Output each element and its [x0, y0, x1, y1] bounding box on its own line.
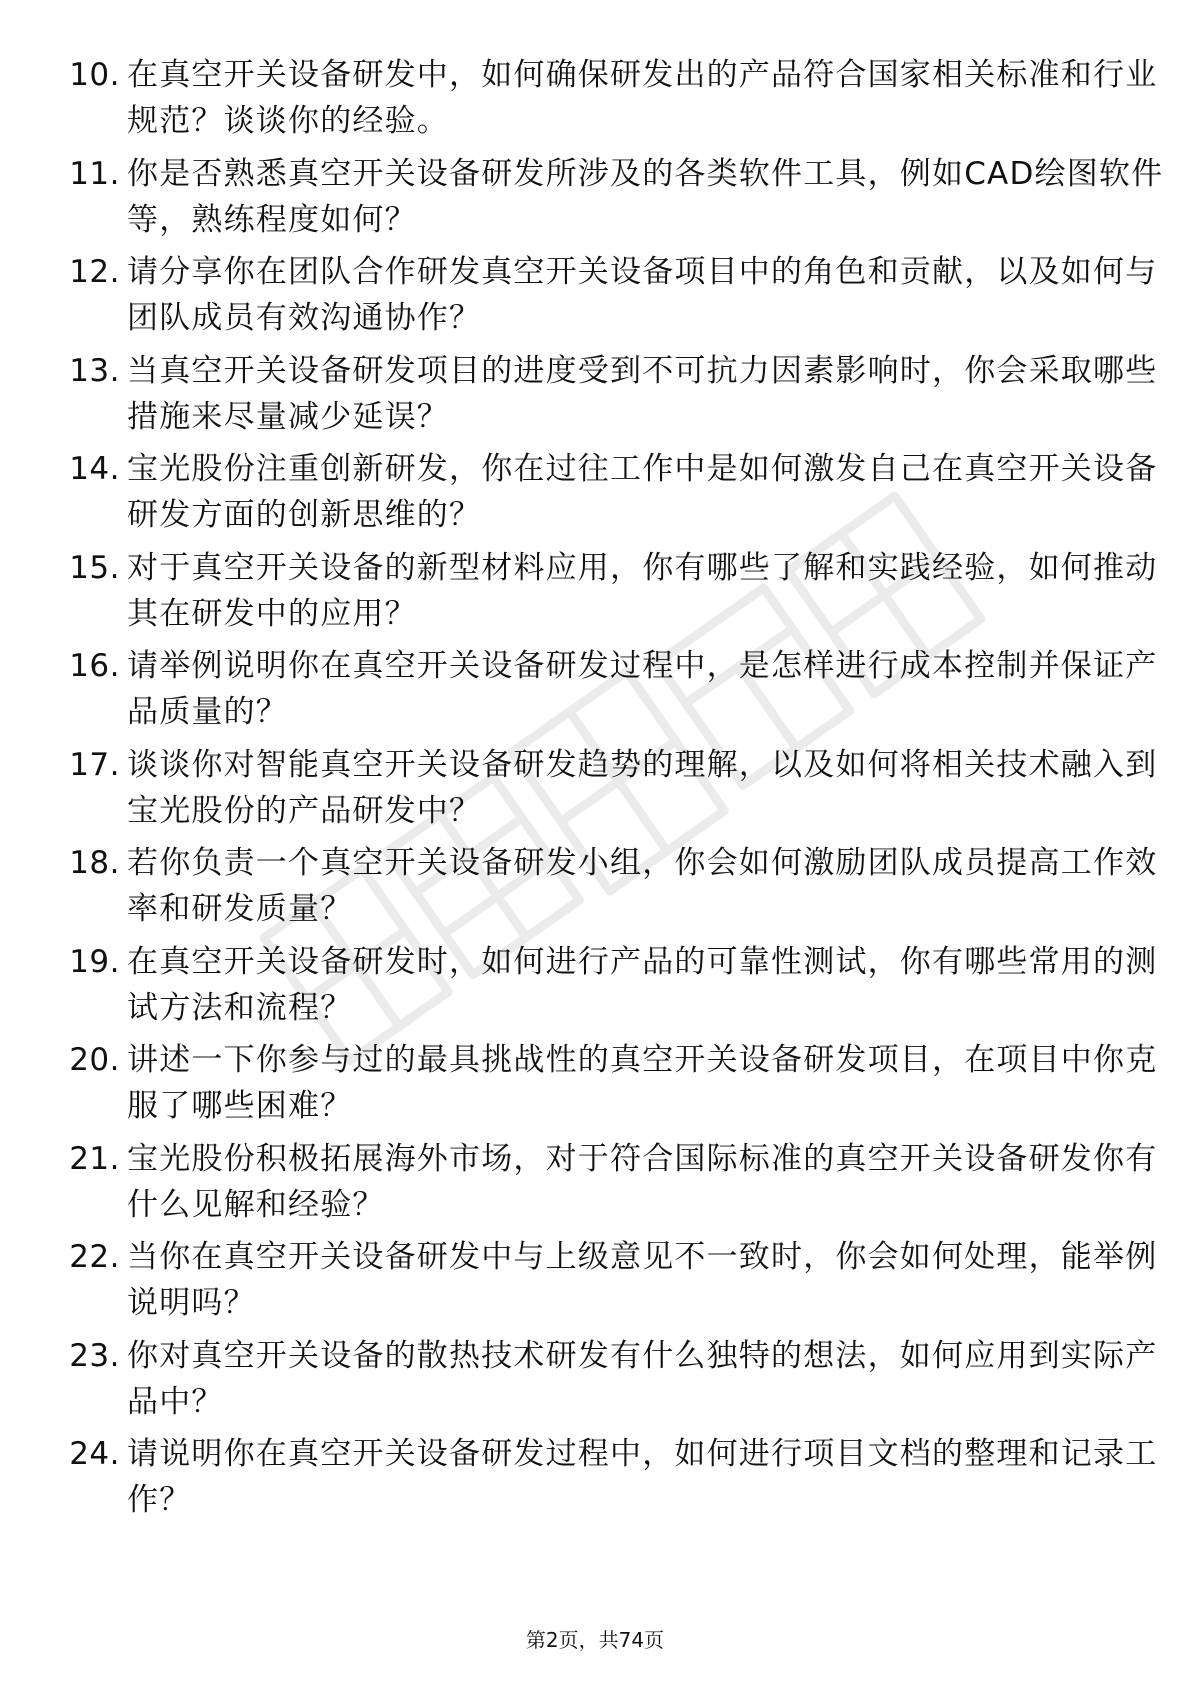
question-text: 宝光股份注重创新研发，你在过往工作中是如何激发自己在真空开关设备研发方面的创新思维的？: [127, 451, 1158, 533]
question-text: 若你负责一个真空开关设备研发小组，你会如何激励团队成员提高工作效率和研发质量？: [127, 845, 1158, 927]
question-number: 15.: [69, 549, 120, 586]
question-number: 16.: [69, 648, 120, 684]
question-number: 14.: [69, 451, 120, 487]
question-text: 你是否熟悉真空开关设备研发所涉及的各类软件工具，例如CAD绘图软件等，熟练程度如何？: [127, 155, 1164, 238]
question-number: 22.: [69, 1239, 120, 1275]
question-item: [56, 742, 1158, 841]
question-text: 在真空开关设备研发中，如何确保研发出的产品符合国家相关标准和行业规范？谈谈你的经验。: [127, 57, 1158, 139]
question-item: [56, 348, 1158, 447]
question-item: [56, 1136, 1158, 1235]
question-item: [56, 643, 1158, 742]
question-list: [56, 52, 1164, 1530]
page-footer: [0, 1626, 1190, 1654]
question-number: 13.: [69, 352, 120, 389]
question-text: 对于真空开关设备的新型材料应用，你有哪些了解和实践经验，如何推动其在研发中的应用？: [127, 549, 1158, 632]
question-number: 24.: [69, 1436, 120, 1472]
question-text: 你对真空开关设备的散热技术研发有什么独特的想法，如何应用到实际产品中？: [127, 1337, 1158, 1420]
question-item: [56, 1037, 1158, 1136]
question-number: 11.: [69, 155, 120, 192]
question-item: [56, 52, 1158, 151]
question-text: 宝光股份积极拓展海外市场，对于符合国际标准的真空开关设备研发你有什么见解和经验？: [127, 1140, 1158, 1223]
question-item: [56, 545, 1158, 644]
question-text: 谈谈你对智能真空开关设备研发趋势的理解，以及如何将相关技术融入到宝光股份的产品研发中？: [127, 746, 1158, 829]
question-item: [56, 151, 1164, 250]
question-number: 19.: [69, 943, 120, 980]
question-number: 18.: [69, 845, 120, 881]
question-number: 12.: [69, 254, 120, 290]
question-item: [56, 840, 1158, 939]
question-number: 10.: [69, 57, 120, 93]
question-text: 请举例说明你在真空开关设备研发过程中，是怎样进行成本控制并保证产品质量的？: [127, 648, 1158, 730]
question-item: [56, 446, 1158, 545]
question-item: [56, 939, 1158, 1038]
question-number: 20.: [69, 1042, 120, 1078]
question-number: 23.: [69, 1337, 120, 1374]
question-text: 请分享你在团队合作研发真空开关设备项目中的角色和贡献，以及如何与团队成员有效沟通协作？: [127, 254, 1158, 336]
question-text: 讲述一下你参与过的最具挑战性的真空开关设备研发项目，在项目中你克服了哪些困难？: [127, 1042, 1158, 1124]
question-text: 当真空开关设备研发项目的进度受到不可抗力因素影响时，你会采取哪些措施来尽量减少延误？: [127, 352, 1158, 435]
question-text: 请说明你在真空开关设备研发过程中，如何进行项目文档的整理和记录工作？: [127, 1436, 1158, 1518]
question-text: 当你在真空开关设备研发中与上级意见不一致时，你会如何处理，能举例说明吗？: [127, 1239, 1158, 1321]
question-item: [56, 249, 1158, 348]
question-number: 17.: [69, 746, 120, 783]
question-number: 21.: [69, 1140, 120, 1177]
question-text: 在真空开关设备研发时，如何进行产品的可靠性测试，你有哪些常用的测试方法和流程？: [127, 943, 1158, 1026]
question-item: [56, 1431, 1158, 1530]
question-item: [56, 1234, 1158, 1333]
page-number-label: 第2页，共74页: [525, 1628, 665, 1652]
question-item: [56, 1333, 1158, 1432]
